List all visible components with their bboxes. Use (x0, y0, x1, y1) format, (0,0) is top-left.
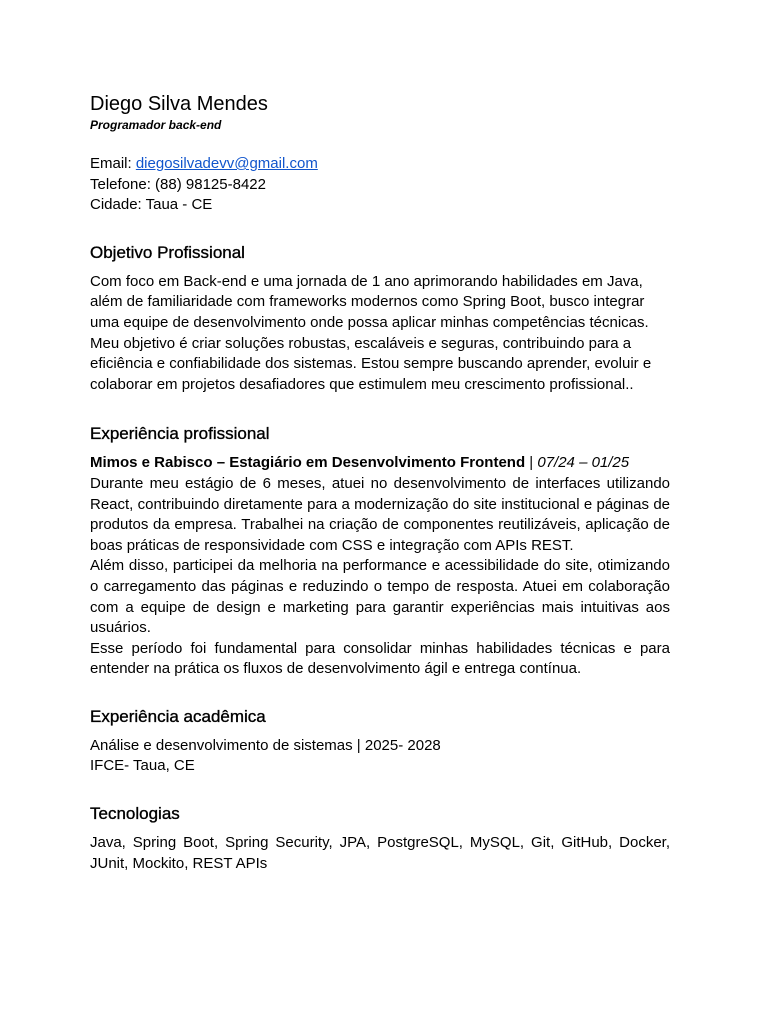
candidate-role: Programador back-end (90, 118, 222, 132)
job-paragraph: Durante meu estágio de 6 meses, atuei no desenvolvimento de interfaces utilizando React, contribuindo diretamente para a modernização do site institucional e páginas de produtos da empresa. Trabalhei na criação de componentes reutilizáveis, aplicação de boas práticas de responsividade com CSS e integração com APIs REST. (90, 474, 670, 554)
technologies-list: Java, Spring Boot, Spring Security, JPA, PostgreSQL, MySQL, Git, GitHub, Docker, JUnit, Mockito, REST APIs (90, 834, 670, 872)
objective-title: Objetivo Profissional (90, 242, 245, 262)
email-link[interactable]: diegosilvadevv@gmail.com (135, 155, 318, 172)
email-line (90, 154, 670, 175)
job-dates: 07/24 – 01/25 (537, 454, 630, 472)
objective-section (90, 242, 670, 396)
job-paragraph: Esse período foi fundamental para consolidar minhas habilidades técnicas e para entender na prática os fluxos de desenvolvimento ágil e entrega contínua. (90, 639, 670, 678)
academic-institution: IFCE- Taua, CE (90, 757, 195, 775)
technologies-section (90, 803, 670, 874)
city-line: Cidade: Taua - CE (90, 196, 213, 214)
job-title: Mimos e Rabisco – Estagiário em Desenvolvimento Frontend (90, 454, 526, 472)
job-separator: | (525, 454, 538, 472)
email-label: Email: (90, 155, 136, 172)
technologies-title: Tecnologias (90, 804, 180, 824)
candidate-name: Diego Silva Mendes (90, 93, 268, 115)
phone-line: Telefone: (88) 98125-8422 (90, 175, 266, 193)
job-paragraph: Além disso, participei da melhoria na performance e acessibilidade do site, otimizando o carregamento das páginas e reduzindo o tempo de resposta. Atuei em colaboração com a equipe de design e marketing para garantir experiências mais intuitivas aos usuários. (90, 557, 670, 637)
experience-section (90, 423, 670, 680)
resume-page (90, 92, 670, 874)
contact-block (90, 154, 670, 216)
academic-section (90, 706, 670, 777)
academic-course: Análise e desenvolvimento de sistemas | 2025- 2028 (90, 736, 441, 754)
experience-title: Experiência profissional (90, 424, 270, 444)
academic-title: Experiência acadêmica (90, 706, 266, 726)
job-heading (90, 453, 670, 474)
objective-text: Com foco em Back-end e uma jornada de 1 ano aprimorando habilidades em Java, além de familiaridade com frameworks modernos como Spring Boot, busco integrar uma equipe de desenvolvimento onde possa aplicar minhas competências técnicas. Meu objetivo é criar soluções robustas, escaláveis e seguras, contribuindo para a eficiência e confiabilidade dos sistemas. Estou sempre buscando aprender, evoluir e colaborar em projetos desafiadores que estimulem meu crescimento profissional.. (90, 272, 652, 393)
